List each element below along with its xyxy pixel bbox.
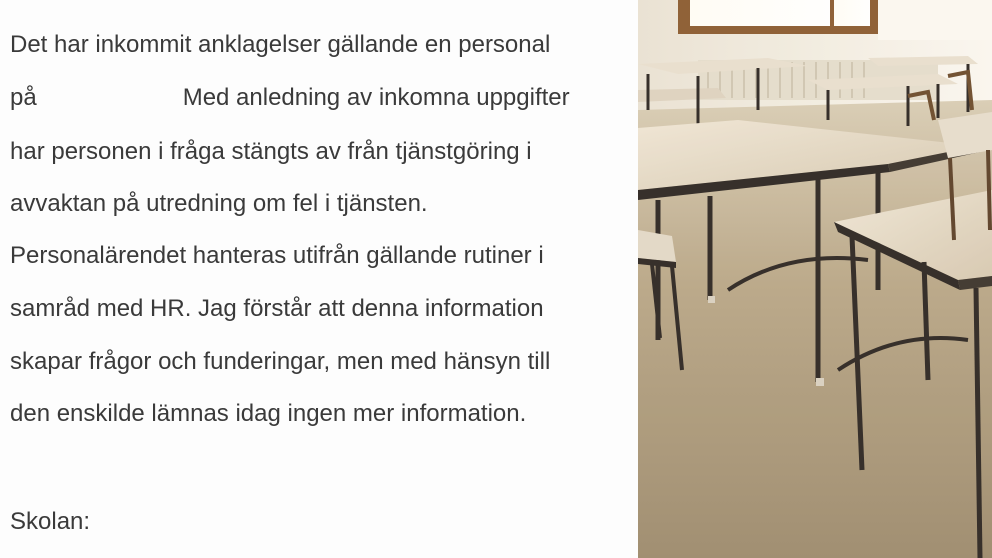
letter-line-2 bbox=[10, 83, 570, 113]
classroom-illustration bbox=[638, 0, 992, 558]
letter-line-1: Det har inkommit anklagelser gällande en personal bbox=[10, 31, 551, 58]
classroom-photo bbox=[638, 0, 992, 558]
letter-line-2-end: Med anledning av inkomna uppgifter bbox=[182, 84, 570, 111]
letter-signature: Skolan: bbox=[10, 508, 91, 535]
light-overlay bbox=[638, 0, 992, 558]
letter-line-4: avvaktan på utredning om fel i tjänsten. bbox=[10, 190, 428, 217]
letter-line-3: har personen i fråga stängts av från tjänstgöring i bbox=[10, 138, 532, 165]
letter-line-6: samråd med HR. Jag förstår att denna information bbox=[10, 295, 544, 322]
letter-line-5: Personalärendet hanteras utifrån gällande rutiner i bbox=[10, 242, 544, 269]
letter-line-8: den enskilde lämnas idag ingen mer information. bbox=[10, 400, 527, 427]
letter-line-2-start: på bbox=[10, 84, 37, 111]
letter-line-7: skapar frågor och funderingar, men med hänsyn till bbox=[10, 348, 551, 375]
